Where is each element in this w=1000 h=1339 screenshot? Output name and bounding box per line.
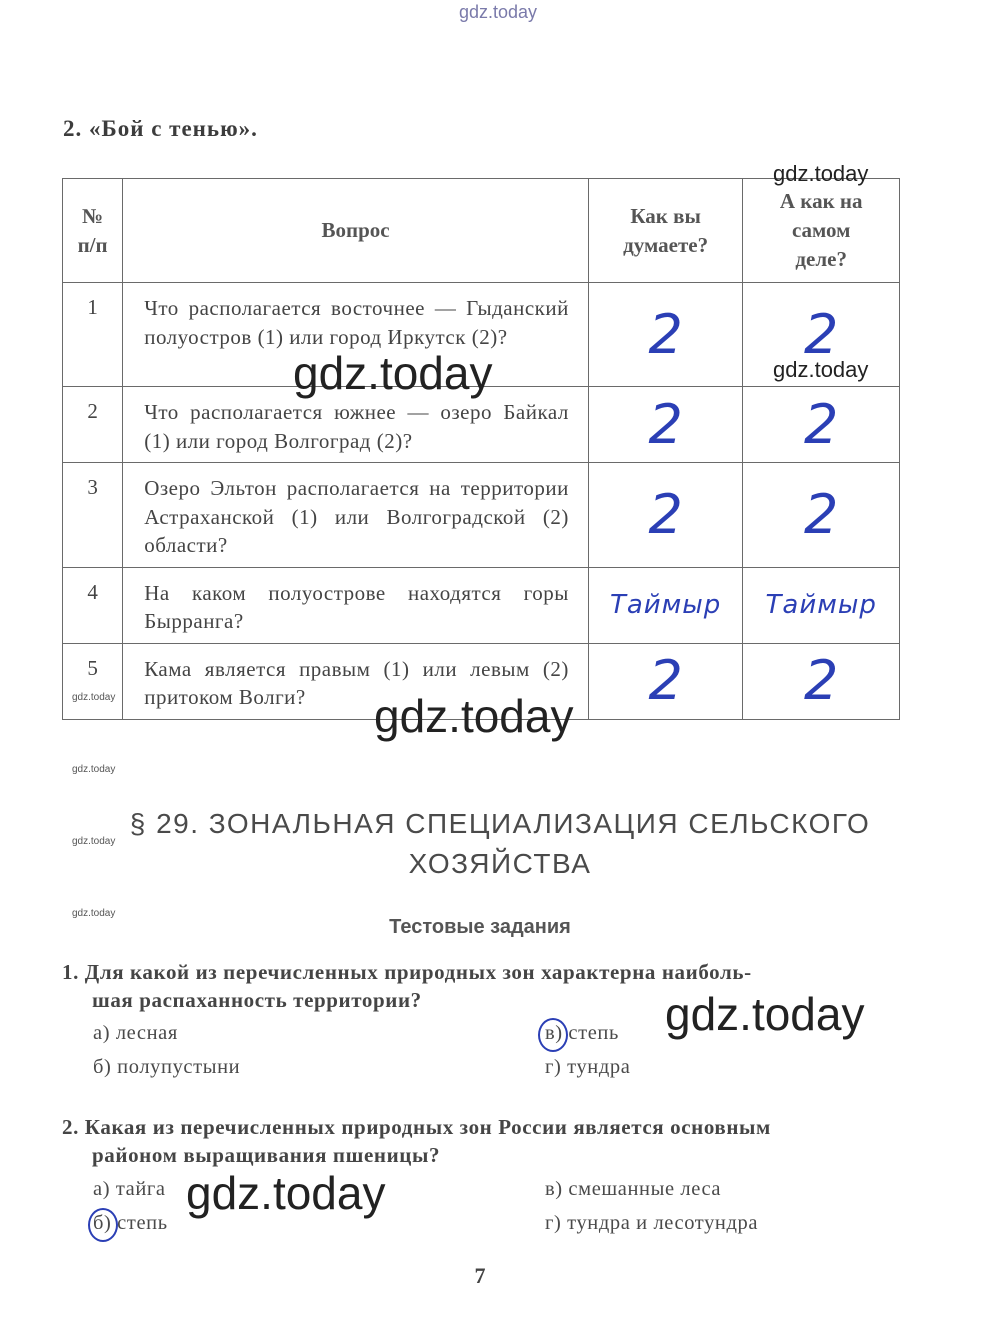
table-row [63, 567, 900, 643]
row-guess: 2 [588, 643, 743, 719]
header-question: Вопрос [123, 179, 589, 283]
option-g: г) тундра [545, 1056, 631, 1078]
section-subtitle: Тестовые задания [389, 916, 571, 938]
row-num: 4 [63, 567, 123, 643]
option-v: в) степь [545, 1022, 619, 1044]
answer-circle [538, 1018, 568, 1052]
option-v: в) смешанные леса [545, 1178, 722, 1200]
row-num: 5 [63, 643, 123, 719]
row-actual: Таймыр [743, 567, 900, 643]
page-number: 7 [474, 1263, 486, 1288]
task-title: 2. «Бой с тенью». [63, 116, 258, 141]
answer-circle [88, 1208, 118, 1242]
watermark: gdz.today [72, 836, 116, 847]
table-header-row [63, 179, 900, 283]
option-g: г) тундра и лесотундра [545, 1212, 759, 1234]
section-title-line2: ХОЗЯЙСТВА [408, 848, 592, 879]
table-row [63, 463, 900, 568]
question-line: 1. Для какой из перечисленных природных зон характерна наиболь- [62, 960, 752, 984]
row-question: На каком полуострове находятся горы Бырранга? [123, 567, 589, 643]
question-line: районом выращивания пшеницы? [92, 1143, 441, 1167]
question-line: шая распаханность территории? [92, 988, 422, 1012]
row-num: 3 [63, 463, 123, 568]
header-actual: А как на самом деле? [743, 179, 900, 283]
row-guess: Таймыр [588, 567, 743, 643]
test-question-2 [62, 1113, 902, 1169]
watermark-top: gdz.today [459, 2, 538, 22]
row-question: Что располагается восточнее — Гыданский полуостров (1) или город Иркутск (2)? [123, 283, 589, 387]
row-guess: 2 [588, 463, 743, 568]
row-actual: 2 [743, 387, 900, 463]
row-question: Озеро Эльтон располагается на территории Астраханской (1) или Волгоградской (2) области? [123, 463, 589, 568]
option-b: б) полупустыни [93, 1056, 241, 1078]
watermark: gdz.today [186, 1167, 386, 1219]
option-b: б) степь [93, 1212, 168, 1234]
watermark: gdz.today [374, 690, 574, 742]
question-line: 2. Какая из перечисленных природных зон России является основным [62, 1115, 771, 1139]
option-a: а) тайга [93, 1178, 166, 1200]
option-a: а) лесная [93, 1022, 178, 1044]
row-actual: 2 [743, 643, 900, 719]
watermark: gdz.today [293, 347, 493, 399]
row-num: 1 [63, 283, 123, 387]
watermark: gdz.today [72, 764, 116, 775]
row-question: Кама является правым (1) или левым (2) притоком Волги? [123, 643, 589, 719]
watermark: gdz.today [773, 161, 869, 186]
row-actual: 2 [743, 463, 900, 568]
watermark: gdz.today [72, 692, 116, 703]
section-title-line1: § 29. ЗОНАЛЬНАЯ СПЕЦИАЛИЗАЦИЯ СЕЛЬСКОГО [129, 808, 871, 839]
row-question: Что располагается южнее — озеро Байкал (1) или город Волгоград (2)? [123, 387, 589, 463]
row-guess: 2 [588, 283, 743, 387]
header-num: № п/п [63, 179, 123, 283]
watermark: gdz.today [72, 908, 116, 919]
row-actual: 2 [743, 283, 900, 387]
shadow-fight-table [62, 178, 900, 720]
row-guess: 2 [588, 387, 743, 463]
header-guess: Как вы думаете? [588, 179, 743, 283]
section-title [0, 804, 1000, 884]
watermark: gdz.today [665, 988, 865, 1040]
watermark: gdz.today [773, 357, 869, 382]
row-num: 2 [63, 387, 123, 463]
